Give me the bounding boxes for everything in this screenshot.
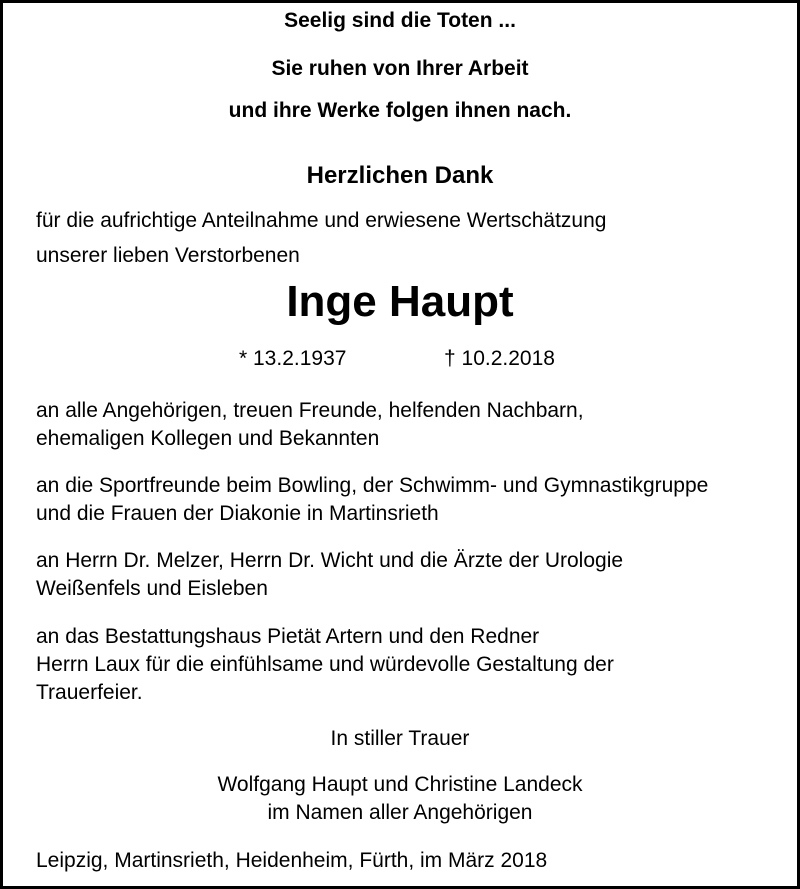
signatory-line: im Namen aller Angehörigen [267, 801, 533, 824]
motto-line: Seelig sind die Toten ... [284, 9, 516, 32]
signatory-line: Wolfgang Haupt und Christine Landeck [217, 773, 583, 796]
intro-line: unserer lieben Verstorbenen [36, 244, 300, 267]
deceased-name: Inge Haupt [286, 277, 514, 326]
thanks-line: Weißenfels und Eisleben [36, 577, 268, 600]
thanks-line: an Herrn Dr. Melzer, Herrn Dr. Wicht und die Ärzte der Urologie [36, 549, 624, 572]
motto-line: Sie ruhen von Ihrer Arbeit [271, 57, 529, 80]
intro-line: für die aufrichtige Anteilnahme und erwiesene Wertschätzung [36, 209, 607, 232]
thanks-line: Herrn Laux für die einfühlsame und würdevolle Gestaltung der [36, 653, 614, 676]
thanks-line: Trauerfeier. [36, 681, 143, 704]
thanks-heading: Herzlichen Dank [306, 162, 494, 189]
thanks-line: an das Bestattungshaus Pietät Artern und den Redner [36, 625, 540, 648]
thanks-line: ehemaligen Kollegen und Bekannten [36, 427, 380, 450]
motto-line: und ihre Werke folgen ihnen nach. [228, 99, 572, 122]
death-date: † 10.2.2018 [444, 347, 555, 370]
mourning-line: In stiller Trauer [330, 727, 470, 750]
birth-date: * 13.2.1937 [239, 347, 347, 370]
place-date-line: Leipzig, Martinsrieth, Heidenheim, Fürth, im März 2018 [36, 849, 548, 872]
thanks-line: an alle Angehörigen, treuen Freunde, helfenden Nachbarn, [36, 399, 584, 422]
thanks-line: an die Sportfreunde beim Bowling, der Schwimm- und Gymnastikgruppe [36, 474, 709, 497]
thanks-line: und die Frauen der Diakonie in Martinsrieth [36, 502, 439, 525]
